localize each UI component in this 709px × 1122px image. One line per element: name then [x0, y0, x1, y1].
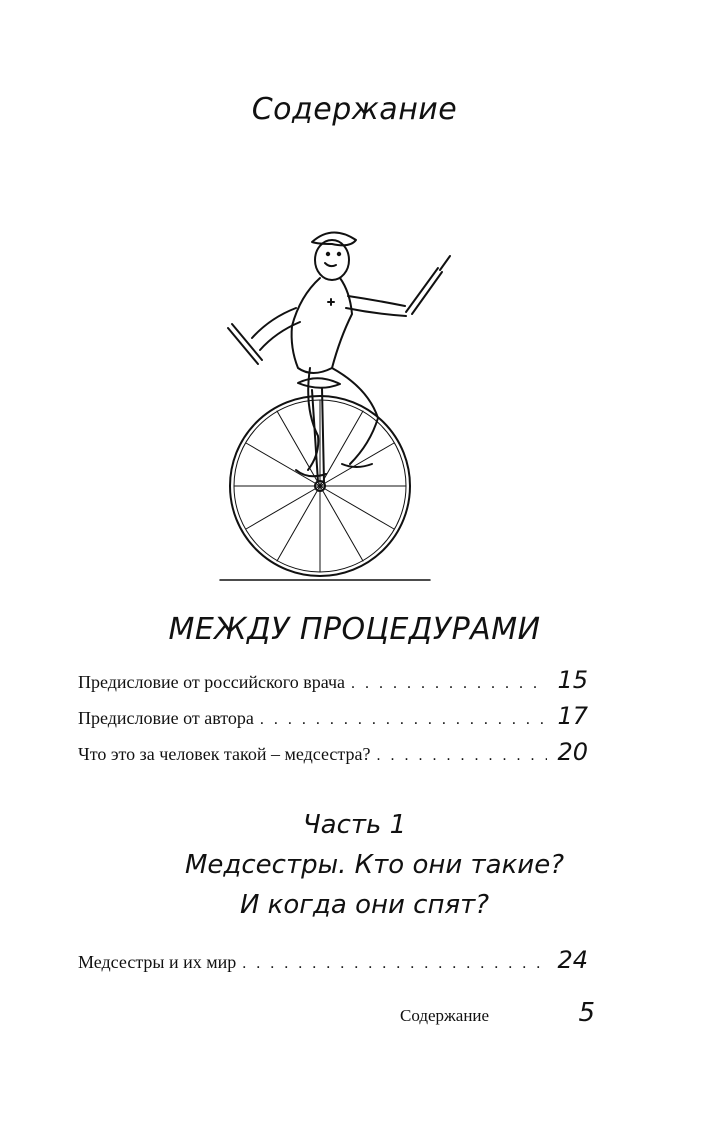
toc-entry-page: 20 [557, 738, 588, 766]
toc-entry-label: Медсестры и их мир [78, 952, 237, 972]
toc-entry-label: Предисловие от автора [78, 708, 254, 728]
part-number: Часть 1 [302, 810, 407, 840]
toc-entry[interactable] [78, 946, 588, 976]
part-title-line2: И когда они спят? [239, 890, 490, 920]
toc-entry[interactable] [78, 738, 588, 768]
toc-dot-leader [376, 747, 547, 765]
toc-dot-leader [242, 955, 547, 973]
footer-running-title: Содержание [400, 1006, 490, 1025]
toc-entry[interactable] [78, 702, 588, 732]
toc-entry-label: Предисловие от российского врача [78, 672, 346, 692]
toc-entry-page: 17 [557, 702, 588, 730]
toc-entry[interactable] [78, 666, 588, 696]
toc-dot-leader [260, 711, 548, 729]
unicycle-nurse-illustration [200, 218, 470, 588]
toc-dot-leader [351, 675, 547, 693]
section-heading: МЕЖДУ ПРОЦЕДУРАМИ [168, 612, 541, 647]
toc-entry-page: 24 [557, 946, 588, 974]
page-footer [400, 998, 595, 1028]
toc-entry-page: 15 [557, 666, 588, 694]
toc-entry-label: Что это за человек такой – медсестра? [78, 744, 371, 764]
footer-page-number: 5 [578, 998, 595, 1028]
part-title-line1: Медсестры. Кто они такие? [184, 850, 565, 880]
page-title: Содержание [251, 92, 458, 127]
